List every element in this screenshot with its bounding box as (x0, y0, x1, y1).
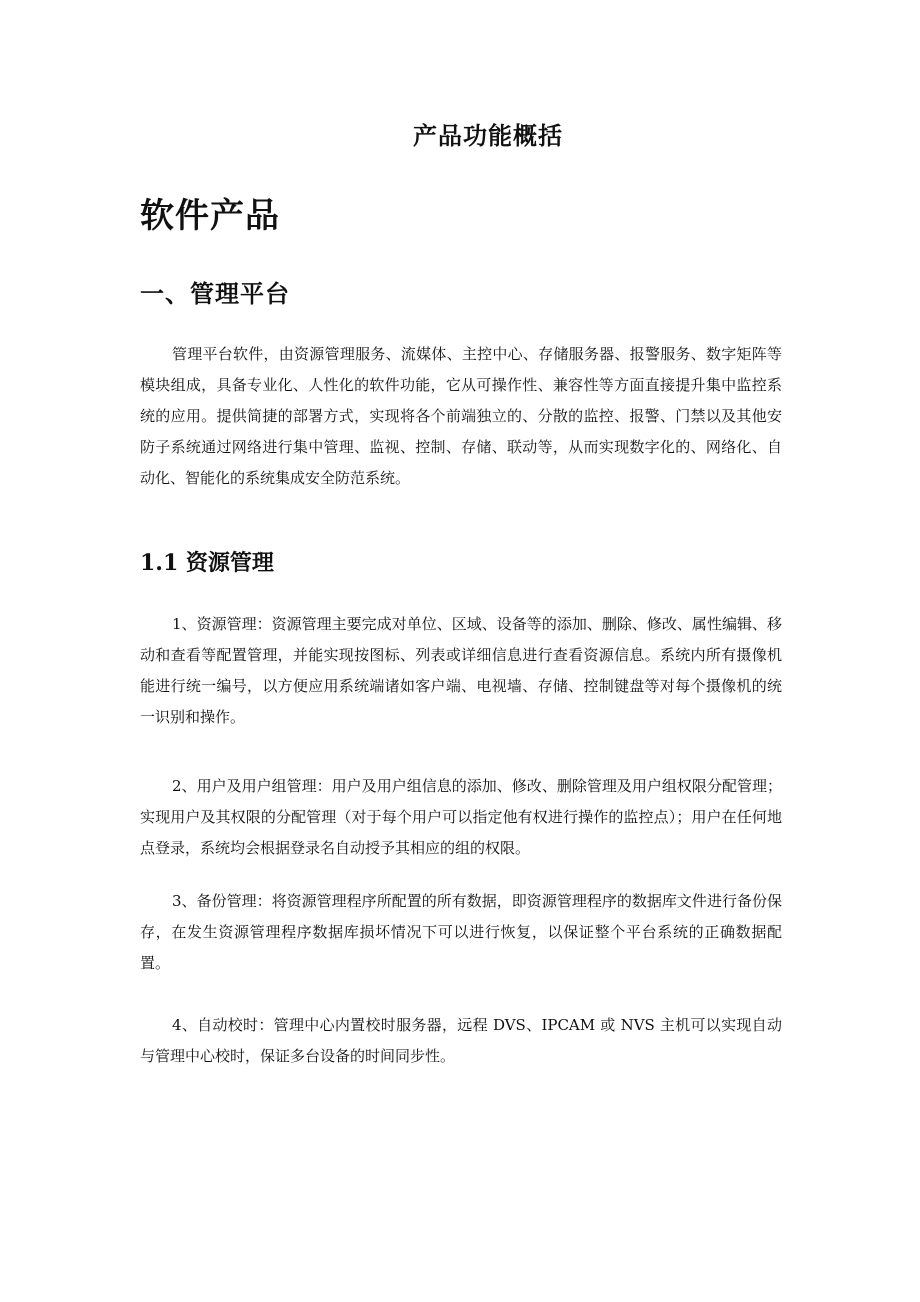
paragraph-item-resource-management: 1、资源管理：资源管理主要完成对单位、区域、设备等的添加、删除、修改、属性编辑、移动和查看等配置管理，并能实现按图标、列表或详细信息进行查看资源信息。系统内所有摄像机能进行统一编号，以方便应用系统端诸如客户端、电视墙、存储、控制键盘等对每个摄像机的统一识别和操作。 (140, 615, 782, 726)
heading-software-products: 软件产品 (140, 196, 280, 236)
paragraph-item-user-group-management: 2、用户及用户组管理：用户及用户组信息的添加、修改、删除管理及用户组权限分配管理；实现用户及其权限的分配管理（对于每个用户可以指定他有权进行操作的监控点）；用户在任何地点登录，系统均会根据登录名自动授予其相应的组的权限。 (140, 777, 782, 857)
heading-resource-management: 1.1 资源管理 (140, 550, 274, 576)
paragraph-platform-intro: 管理平台软件，由资源管理服务、流媒体、主控中心、存储服务器、报警服务、数字矩阵等模块组成，具备专业化、人性化的软件功能，它从可操作性、兼容性等方面直接提升集中监控系统的应用。提供简捷的部署方式，实现将各个前端独立的、分散的监控、报警、门禁以及其他安防子系统通过网络进行集中管理、监视、控制、存储、联动等，从而实现数字化的、网络化、自动化、智能化的系统集成安全防范系统。 (140, 345, 782, 487)
paragraph-item-auto-time-sync: 4、自动校时：管理中心内置校时服务器，远程 DVS、IPCAM 或 NVS 主机可以实现自动与管理中心校时，保证多台设备的时间同步性。 (140, 1016, 782, 1065)
document-title: 产品功能概括 (413, 121, 563, 150)
paragraph-item-backup-management: 3、备份管理：将资源管理程序所配置的所有数据，即资源管理程序的数据库文件进行备份保存，在发生资源管理程序数据库损坏情况下可以进行恢复，以保证整个平台系统的正确数据配置。 (140, 892, 782, 972)
heading-management-platform: 一、管理平台 (140, 279, 290, 308)
